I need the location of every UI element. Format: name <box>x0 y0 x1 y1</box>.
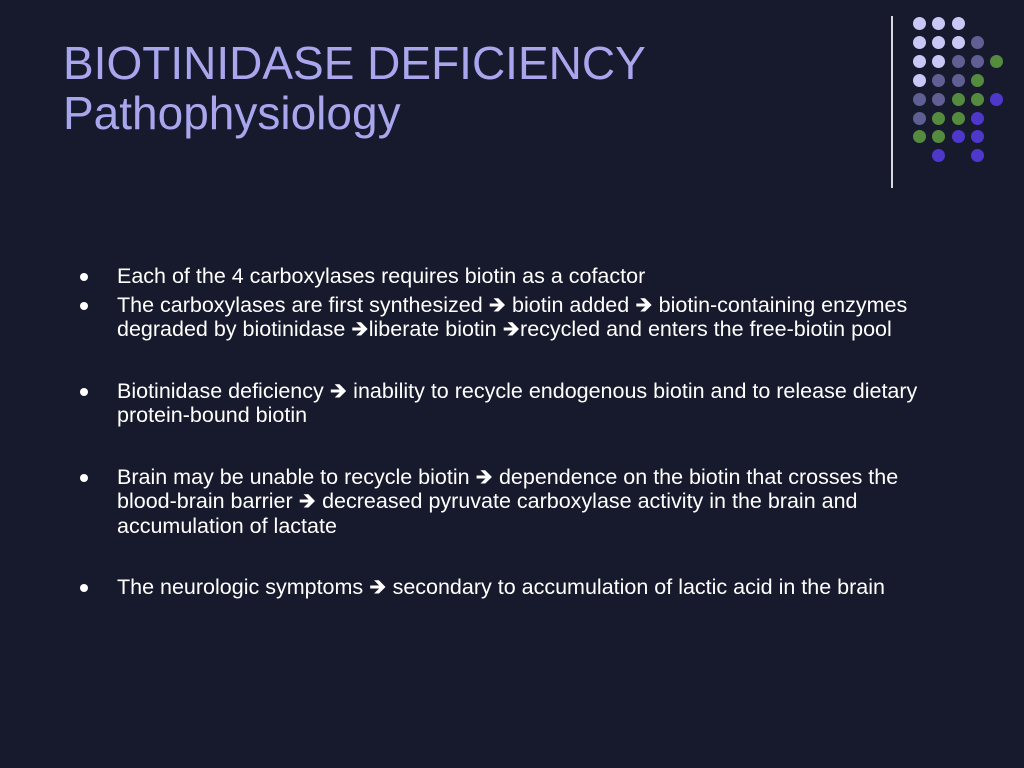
bullet-dot-icon <box>80 273 88 281</box>
decorative-dot <box>932 149 945 162</box>
decorative-dot <box>952 93 965 106</box>
decorative-dot <box>932 112 945 125</box>
decorative-dot <box>971 55 984 68</box>
bullet-dot-icon <box>80 302 88 310</box>
bullet-text-3: Biotinidase deficiency 🡺 inability to recycle endogenous biotin and to release dietary protein-bound biotin <box>117 378 918 427</box>
bullet-list <box>78 264 958 600</box>
bullet-text-4: Brain may be unable to recycle biotin 🡺 dependence on the biotin that crosses the blood-brain barrier 🡺 decreased pyruvate carboxylase activity in the brain and accumulation of lactate <box>117 464 899 538</box>
title-line-2: Pathophysiology <box>63 87 401 139</box>
decorative-dot <box>913 93 926 106</box>
decorative-dot <box>990 93 1003 106</box>
decorative-dot <box>932 93 945 106</box>
decorative-dot <box>971 112 984 125</box>
decorative-dot <box>932 17 945 30</box>
decorative-dot <box>971 130 984 143</box>
bullet-item-4 <box>78 465 958 539</box>
bullet-dot-icon <box>80 388 88 396</box>
decorative-dot <box>913 36 926 49</box>
decorative-dot <box>971 74 984 87</box>
decorative-dot <box>932 130 945 143</box>
decorative-dot <box>952 36 965 49</box>
decorative-dot <box>971 36 984 49</box>
decorative-dot <box>971 149 984 162</box>
decorative-dot <box>952 17 965 30</box>
decorative-dot <box>932 74 945 87</box>
decorative-dot <box>971 93 984 106</box>
decorative-dot <box>913 112 926 125</box>
decorative-dot <box>952 55 965 68</box>
bullet-item-3 <box>78 379 958 428</box>
bullet-text-1: Each of the 4 carboxylases requires biotin as a cofactor <box>117 264 646 288</box>
bullet-item-1 <box>78 264 958 289</box>
decorative-dot <box>913 17 926 30</box>
bullet-dot-icon <box>80 584 88 592</box>
decorative-dot <box>990 55 1003 68</box>
decorative-divider-line <box>891 16 893 188</box>
decorative-dot <box>913 130 926 143</box>
bullet-text-5: The neurologic symptoms 🡺 secondary to accumulation of lactic acid in the brain <box>117 575 885 599</box>
decorative-dot <box>932 36 945 49</box>
slide-title <box>63 38 646 138</box>
decorative-dot <box>913 74 926 87</box>
bullet-dot-icon <box>80 474 88 482</box>
decorative-dot <box>913 55 926 68</box>
bullet-item-2 <box>78 293 958 342</box>
bullet-item-5 <box>78 575 958 600</box>
slide-body <box>78 264 958 600</box>
decorative-dot <box>952 112 965 125</box>
title-line-1: BIOTINIDASE DEFICIENCY <box>63 37 646 89</box>
bullet-text-2: The carboxylases are first synthesized 🡺 biotin added 🡺 biotin-containing enzymes degraded by biotinidase 🡺liberate biotin 🡺recycled and enters the free-biotin pool <box>117 292 908 341</box>
decorative-dot <box>952 130 965 143</box>
decorative-dot <box>932 55 945 68</box>
decorative-dot <box>952 74 965 87</box>
